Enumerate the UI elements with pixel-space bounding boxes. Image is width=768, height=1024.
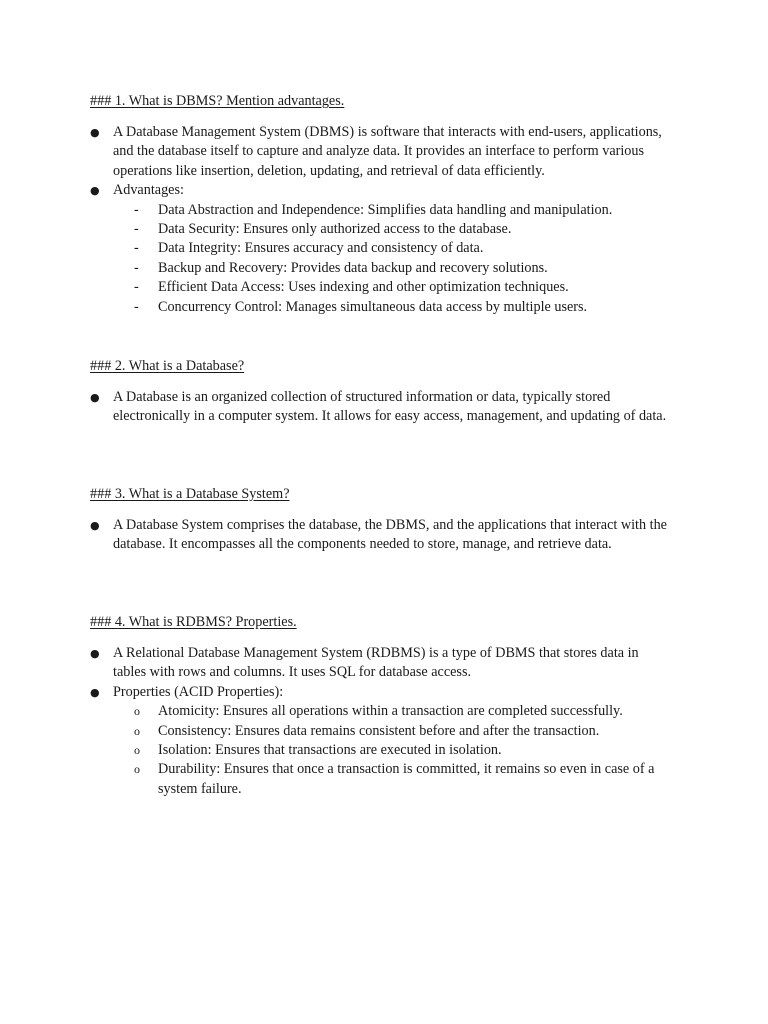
sublist-item-text: Backup and Recovery: Provides data backup and recovery solutions.	[158, 259, 548, 276]
sublist-item-text: Isolation: Ensures that transactions are executed in isolation.	[158, 742, 502, 759]
sublist-item-text: Data Integrity: Ensures accuracy and consistency of data.	[158, 240, 484, 257]
section-3-list	[0, 516, 768, 555]
circle-bullet-icon: o	[134, 762, 140, 777]
sublist-item-text: Consistency: Ensures data remains consistent before and after the transaction.	[158, 722, 600, 739]
sublist-item	[134, 741, 678, 760]
section-1-heading: ### 1. What is DBMS? Mention advantages.	[90, 93, 345, 109]
bullet-icon: ●	[90, 391, 100, 404]
bullet-icon: ●	[90, 647, 100, 660]
dash-icon: -	[134, 259, 139, 276]
advantages-sublist	[113, 201, 675, 317]
sublist-item-text: Durability: Ensures that once a transaction is committed, it remains so even in case of a system failure.	[158, 761, 655, 797]
sublist-item	[134, 259, 678, 278]
bullet-icon: ●	[90, 126, 100, 139]
sublist-item	[134, 702, 678, 721]
list-item	[0, 683, 675, 799]
list-item	[0, 181, 675, 317]
section-2-heading: ### 2. What is a Database?	[90, 358, 245, 374]
section-2-list	[0, 388, 768, 427]
section-4-heading: ### 4. What is RDBMS? Properties.	[90, 614, 297, 630]
section-3-heading: ### 3. What is a Database System?	[90, 486, 290, 502]
section-4-list	[0, 644, 768, 799]
sublist-item-text: Concurrency Control: Manages simultaneous data access by multiple users.	[158, 298, 588, 315]
dash-icon: -	[134, 221, 139, 238]
list-item-text: A Database System comprises the database, the DBMS, and the applications that interact with the database. It encompasses all the components needed to store, manage, and retrieve data.	[113, 517, 667, 553]
dash-icon: -	[134, 298, 139, 315]
bullet-icon: ●	[90, 519, 100, 532]
circle-bullet-icon: o	[134, 743, 140, 758]
section-1-list	[0, 123, 768, 317]
list-item	[0, 388, 675, 427]
sublist-item	[134, 760, 678, 799]
list-item-text: Advantages:	[113, 182, 184, 199]
list-item-text: A Database is an organized collection of structured information or data, typically stored electronically in a computer system. It allows for easy access, management, and updating of data.	[113, 389, 667, 425]
sublist-item	[134, 239, 678, 258]
sublist-item-text: Data Abstraction and Independence: Simplifies data handling and manipulation.	[158, 201, 613, 218]
sublist-item	[134, 722, 678, 741]
dash-icon: -	[134, 279, 139, 296]
sublist-item	[134, 298, 678, 317]
sublist-item-text: Data Security: Ensures only authorized access to the database.	[158, 221, 512, 238]
sublist-item-text: Atomicity: Ensures all operations within a transaction are completed successfully.	[158, 703, 623, 720]
sublist-item-text: Efficient Data Access: Uses indexing and other optimization techniques.	[158, 279, 569, 296]
list-item-text: Properties (ACID Properties):	[113, 683, 284, 700]
list-item	[0, 123, 675, 181]
dash-icon: -	[134, 240, 139, 257]
list-item-text: A Relational Database Management System (RDBMS) is a type of DBMS that stores data in tables with rows and columns. It uses SQL for database access.	[113, 645, 639, 681]
list-item-text: A Database Management System (DBMS) is software that interacts with end-users, applications, and the database itself to capture and analyze data. It provides an interface to perform various operations like insertion, deletion, updating, and retrieval of data efficiently.	[113, 124, 662, 179]
sublist-item	[134, 201, 678, 220]
sublist-item	[134, 278, 678, 297]
bullet-icon: ●	[90, 184, 100, 198]
sublist-item	[134, 220, 678, 239]
dash-icon: -	[134, 201, 139, 218]
list-item	[0, 644, 675, 683]
acid-properties-sublist	[113, 702, 675, 799]
bullet-icon: ●	[90, 685, 100, 699]
circle-bullet-icon: o	[134, 704, 140, 719]
circle-bullet-icon: o	[134, 723, 140, 738]
list-item	[0, 516, 675, 555]
